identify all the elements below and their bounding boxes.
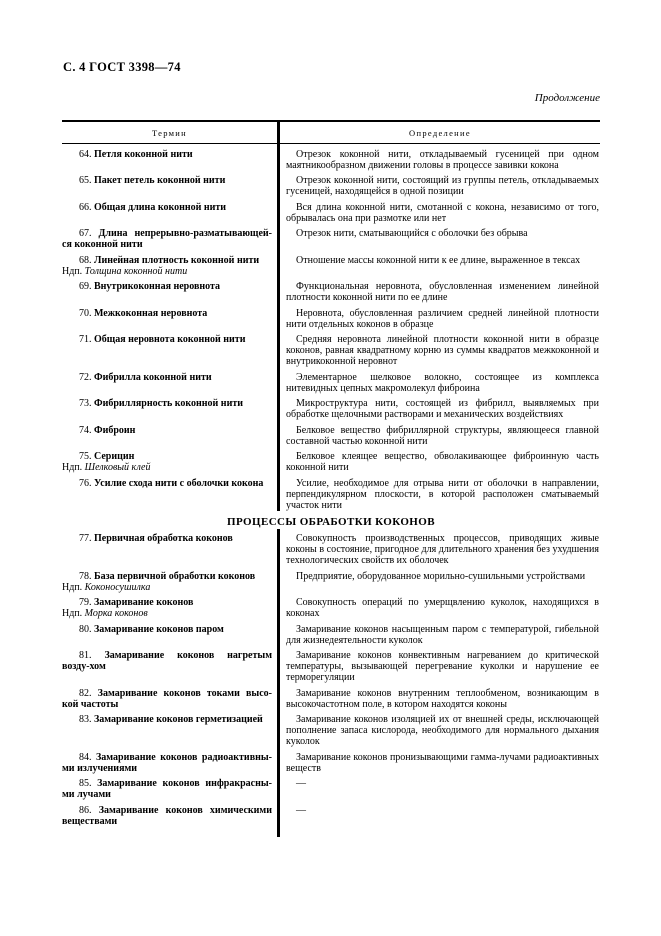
term-text: веществами: [62, 815, 118, 827]
term-text: ми излучениями: [62, 762, 138, 774]
term-text: 73. Фибриллярность коконной нити: [79, 398, 244, 409]
term-number: 69.: [79, 281, 94, 292]
term-cell: [62, 593, 280, 620]
term-text: 85. Замаривание коконов инфракрасны-: [79, 778, 273, 789]
table-row: [62, 774, 600, 801]
term-cell: [62, 394, 280, 421]
term-text: ми лучами: [62, 789, 111, 800]
term-number: 68.: [79, 254, 94, 266]
definition-cell: Белковое клеящее вещество, обволакивающее фиброинную часть коконной нити: [286, 451, 599, 473]
term-text: 70. Межкоконная неровнота: [79, 307, 208, 319]
term-text: 77. Первичная обработка коконов: [79, 533, 233, 544]
table-row: [62, 197, 600, 224]
definition-cell: Замаривание коконов конвективным нагреванием до критической температуры, вызывающей перегревание куколки и нарушение ее терморегуляции: [286, 650, 599, 683]
definition-cell: Замаривание коконов насыщенным паром с температурой, гибельной для жизнедеятельности куколок: [286, 623, 599, 646]
table-row: [62, 683, 600, 710]
term-text: 67. Длина непрерывно-разматывающей-: [79, 228, 272, 239]
term-text: 86. Замаривание коконов химическими: [79, 804, 273, 816]
table-row: [62, 277, 600, 304]
term-text: 74. Фиброин: [79, 424, 136, 436]
table-row: [62, 420, 600, 447]
definition-cell: Замаривание коконов внутренним теплообменом, возникающим в высокочастотном поле, в котором находятся коконы: [286, 687, 599, 710]
term-cell: [62, 619, 280, 646]
term-text: кой частоты: [62, 698, 119, 710]
table-row: [62, 171, 600, 198]
definition-cell: —: [296, 778, 306, 789]
term-cell: [62, 566, 280, 593]
definition-cell: Предприятие, оборудованное морильно-сушильными устройствами: [296, 570, 586, 582]
inadmissible-term: Ндп. Коконосушилка: [62, 581, 151, 593]
table-row: [62, 710, 600, 748]
table-row: [62, 566, 600, 593]
definition-cell: Средняя неровнота линейной плотности коконной нити в образце коконов, равная квадратному корню из суммы квадратов межкоконной и внутрикоконной неровнот: [286, 334, 599, 367]
definition-cell: Совокупность операций по умерщвлению куколок, находящихся в коконах: [286, 597, 599, 619]
term-cell: [62, 473, 280, 511]
term-cell: [62, 710, 280, 748]
term-cell: [62, 330, 280, 368]
term-cell: [62, 277, 280, 304]
term-number: 73.: [79, 398, 94, 409]
term-cell: [62, 367, 280, 394]
term-number: 70.: [79, 307, 94, 319]
term-cell: [62, 144, 280, 171]
term-text: 72. Фибрилла коконной нити: [79, 371, 212, 383]
term-text: 81. Замаривание коконов нагретым: [79, 650, 273, 661]
term-cell: [62, 303, 280, 330]
term-cell: [62, 774, 280, 801]
column-header-term: Термин: [62, 122, 280, 143]
term-cell: [62, 224, 280, 251]
term-number: 78.: [79, 570, 94, 582]
term-text: 82. Замаривание коконов токами высо-: [79, 687, 272, 699]
term-cell: [62, 197, 280, 224]
term-text: 69. Внутрикоконная неровнота: [79, 281, 221, 292]
term-text: 65. Пакет петель коконной нити: [79, 175, 226, 186]
table-header-row: [62, 122, 600, 144]
table-body: [62, 144, 600, 837]
term-text: 75. Серицин: [79, 451, 135, 462]
term-text: возду-хом: [62, 661, 106, 672]
table-row: [62, 447, 600, 474]
table-row: [62, 747, 600, 774]
term-cell: [62, 420, 280, 447]
term-text: 64. Петля коконной нити: [79, 148, 193, 160]
inadmissible-term: Ндп. Морка коконов: [62, 608, 148, 619]
term-number: 66.: [79, 201, 94, 213]
term-text: 76. Усилие схода нити с оболочки кокона: [79, 477, 264, 489]
term-number: 67.: [79, 228, 99, 239]
definition-cell: Функциональная неровнота, обусловленная изменением линейной плотности коконной нити по ее длине: [286, 281, 599, 303]
term-number: 76.: [79, 477, 94, 489]
definition-cell: Усилие, необходимое для отрыва нити от оболочки в направлении, перпендикулярном плоскости, в которой расположен сматываемый участок нити: [286, 477, 599, 511]
table-row: [62, 593, 600, 620]
inadmissible-term: Ндп. Шелковый клей: [62, 462, 151, 473]
definition-cell: Совокупность производственных процессов, приводящих живые коконы в состояние, пригодное для длительного хранения без ухудшения технологических свойств их оболочек: [286, 533, 599, 566]
terms-table: [62, 120, 600, 837]
term-number: 74.: [79, 424, 94, 436]
section-heading: ПРОЦЕССЫ ОБРАБОТКИ КОКОНОВ: [227, 515, 435, 528]
table-row: [62, 224, 600, 251]
term-text: 84. Замаривание коконов радиоактивны-: [79, 751, 272, 763]
definition-cell: Замаривание коконов изоляцией их от внешней среды, исключающей пополнение запаса кислорода, необходимого для нормального дыхания куколок: [286, 714, 599, 747]
term-number: 65.: [79, 175, 94, 186]
definition-cell: Микроструктура нити, состоящей из фибрилл, выявляемых при обработке щелочными растворами и механических воздействиях: [286, 398, 599, 420]
term-number: 64.: [79, 148, 94, 160]
term-text: 79. Замаривание коконов: [79, 597, 194, 608]
term-text: 80. Замаривание коконов паром: [79, 623, 224, 635]
definition-cell: Отрезок коконной нити, откладываемый гусеницей при одном маятникообразном движении головы в процессе завивки кокона: [286, 148, 599, 171]
term-cell: [62, 683, 280, 710]
table-row: [62, 619, 600, 646]
table-row: [62, 144, 600, 171]
table-row: [62, 303, 600, 330]
table-row: [62, 646, 600, 684]
definition-cell: Неровнота, обусловленная различием средней линейной плотности нити отдельных коконов в образце: [286, 307, 599, 330]
term-number: 79.: [79, 597, 94, 608]
term-cell: [62, 171, 280, 198]
definition-cell: Отрезок коконной нити, состоящий из группы петель, откладываемых гусеницей, находящейся в одной позиции: [286, 175, 599, 197]
term-cell: [62, 529, 280, 567]
term-text: 68. Линейная плотность коконной нити: [79, 254, 260, 266]
term-cell: [62, 646, 280, 684]
column-header-definition: Определение: [409, 128, 471, 138]
table-row: [62, 394, 600, 421]
term-number: 81.: [79, 650, 105, 661]
term-text: 83. Замаривание коконов герметизацией: [79, 714, 263, 725]
term-number: 75.: [79, 451, 94, 462]
table-row: [62, 250, 600, 277]
term-text: 71. Общая неровнота коконной нити: [79, 334, 246, 345]
inadmissible-term: Ндп. Толщина коконной нити: [62, 265, 188, 277]
term-text: 66. Общая длина коконной нити: [79, 201, 227, 213]
term-number: 84.: [79, 751, 96, 763]
table-row: [62, 529, 600, 567]
term-cell: [62, 447, 280, 474]
term-cell: [62, 250, 280, 277]
term-text: ся коконной нити: [62, 239, 143, 250]
term-number: 83.: [79, 714, 94, 725]
definition-cell: Замаривание коконов пронизывающими гамма-лучами радиоактивных веществ: [286, 751, 599, 774]
term-number: 86.: [79, 804, 99, 816]
term-number: 77.: [79, 533, 94, 544]
definition-cell: —: [296, 804, 306, 816]
definition-cell: Белковое вещество фибриллярной структуры, являющееся главной составной частью коконной нити: [286, 424, 599, 447]
table-row: [62, 330, 600, 368]
term-cell: [62, 800, 280, 837]
table-row: [62, 367, 600, 394]
table-row: [62, 473, 600, 511]
term-text: 78. База первичной обработки коконов: [79, 570, 256, 582]
definition-cell: Отрезок нити, сматывающийся с оболочки без обрыва: [296, 228, 528, 239]
term-number: 85.: [79, 778, 98, 789]
term-number: 72.: [79, 371, 94, 383]
term-number: 71.: [79, 334, 94, 345]
continuation-label: Продолжение: [534, 92, 600, 104]
page-header: С. 4 ГОСТ 3398—74: [63, 60, 181, 74]
definition-cell: Элементарное шелковое волокно, состоящее из комплекса нитевидных цепных макромолекул фиброина: [286, 371, 599, 394]
term-number: 82.: [79, 687, 98, 699]
term-number: 80.: [79, 623, 94, 635]
term-cell: [62, 747, 280, 774]
definition-cell: Отношение массы коконной нити к ее длине, выраженное в тексах: [296, 254, 581, 266]
definition-cell: Вся длина коконной нити, смотанной с кокона, независимо от того, обрывалась она при размотке или нет: [286, 201, 599, 224]
table-row: [62, 800, 600, 837]
